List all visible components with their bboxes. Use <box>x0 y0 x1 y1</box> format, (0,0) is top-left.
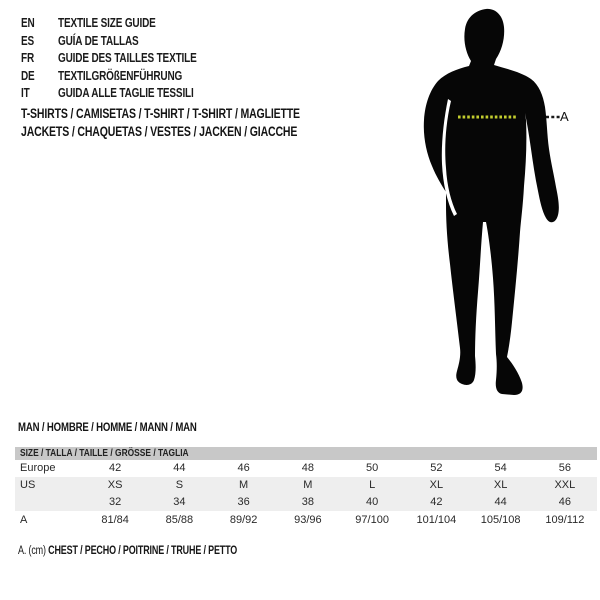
table-cell: 46 <box>237 462 250 474</box>
table-cell: XXL <box>554 479 576 491</box>
language-label: TEXTILGRÖßENFÜHRUNG <box>58 68 183 83</box>
table-cell: 42 <box>430 496 443 508</box>
row-label: Europe <box>20 462 56 474</box>
language-label: GUÍA DE TALLAS <box>58 33 139 48</box>
table-cell: 89/92 <box>229 514 258 526</box>
footnote-prefix: A. (cm) <box>18 545 49 557</box>
table-cell: 56 <box>558 462 571 474</box>
language-label: TEXTILE SIZE GUIDE <box>58 16 156 30</box>
table-cell: 34 <box>173 496 186 508</box>
category-line-jackets: JACKETS / CHAQUETAS / VESTES / JACKEN / GIACCHE <box>21 124 298 140</box>
table-row-chest <box>15 511 597 529</box>
table-cell: 101/104 <box>416 514 457 526</box>
footnote-text: CHEST / PECHO / POITRINE / TRUHE / PETTO <box>48 545 238 557</box>
table-row-us-numbers <box>15 494 597 511</box>
language-code: FR <box>21 51 35 66</box>
table-cell: 42 <box>109 462 122 474</box>
table-cell: S <box>175 479 184 491</box>
row-label: US <box>20 479 36 491</box>
category-line-tshirts: T-SHIRTS / CAMISETAS / T-SHIRT / T-SHIRT / MAGLIETTE <box>21 106 300 121</box>
language-code: DE <box>21 68 35 83</box>
table-cell: 44 <box>494 496 507 508</box>
measurement-footnote <box>18 545 299 557</box>
language-list <box>21 15 231 103</box>
language-label: GUIDE DES TAILLES TEXTILE <box>58 51 197 66</box>
table-cell: 97/100 <box>355 514 389 526</box>
table-cell: 36 <box>237 496 250 508</box>
table-cell: 109/112 <box>545 514 585 526</box>
table-cell: XS <box>107 479 123 491</box>
table-cell: XL <box>429 479 444 491</box>
us-row-band <box>15 477 597 511</box>
table-cell: 50 <box>366 462 379 474</box>
product-category-titles <box>21 105 379 141</box>
table-cell: L <box>369 479 376 491</box>
table-cell: M <box>303 479 313 491</box>
table-row-europe <box>15 460 597 477</box>
table-cell: 46 <box>558 496 571 508</box>
size-table <box>15 447 597 529</box>
section-title-man: MAN / HOMBRE / HOMME / MANN / MAN <box>18 420 197 434</box>
row-label: A <box>20 514 28 526</box>
language-code: IT <box>21 86 30 101</box>
table-cell: 48 <box>301 462 314 474</box>
man-silhouette-path <box>424 9 559 395</box>
table-cell: M <box>239 479 249 491</box>
size-table-header: SIZE / TALLA / TAILLE / GRÖSSE / TAGLIA <box>15 447 597 460</box>
language-code: EN <box>21 16 35 30</box>
table-cell: 32 <box>109 496 122 508</box>
table-cell: XL <box>493 479 508 491</box>
table-cell: 40 <box>366 496 379 508</box>
table-cell: 52 <box>430 462 443 474</box>
man-silhouette <box>390 0 600 410</box>
table-row-us-letters <box>15 477 597 494</box>
table-cell: 54 <box>494 462 507 474</box>
language-code: ES <box>21 33 35 48</box>
chest-measure-label: A <box>560 109 569 124</box>
table-cell: 44 <box>173 462 186 474</box>
table-cell: 38 <box>301 496 314 508</box>
table-cell: 93/96 <box>294 514 322 526</box>
language-label: GUIDA ALLE TAGLIE TESSILI <box>58 86 194 101</box>
table-cell: 81/84 <box>101 514 129 526</box>
table-cell: 85/88 <box>165 514 194 526</box>
row-label <box>15 494 83 511</box>
table-cell: 105/108 <box>480 514 521 526</box>
